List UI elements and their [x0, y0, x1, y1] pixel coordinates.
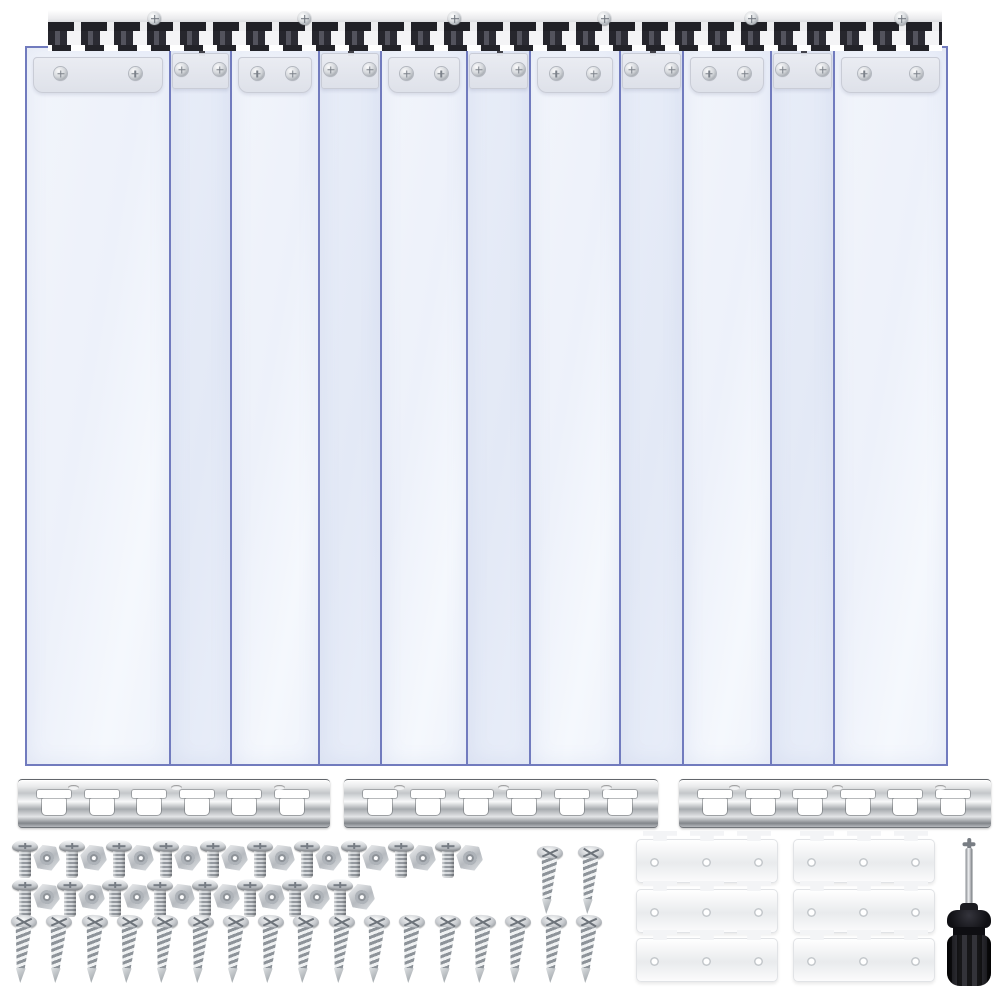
plate-hole [859, 858, 868, 867]
flat-head-bolt [282, 879, 308, 919]
screw-icon [550, 67, 563, 80]
screw-thread [506, 926, 527, 969]
flat-head-bolt [59, 840, 85, 880]
strip-mounting-plate [238, 57, 312, 93]
plate-tab [894, 881, 928, 891]
screw-thread [541, 926, 562, 969]
bolt-shank [199, 890, 211, 917]
flat-head-bolt [237, 879, 263, 919]
rail-hole [274, 785, 285, 790]
bolt-and-nut [327, 877, 375, 919]
screw-thread [12, 926, 33, 969]
plate-tab [643, 831, 677, 841]
self-drilling-screw [6, 914, 39, 986]
flat-head-bolt [147, 879, 173, 919]
flat-head-bolt [192, 879, 218, 919]
pvc-strip [466, 46, 531, 766]
plate-tab [690, 831, 724, 841]
screw-tip [50, 968, 61, 984]
bolt-and-nut [247, 838, 295, 880]
slotted-mounting-rail [679, 779, 991, 828]
rail-slot [512, 798, 536, 815]
screw-thread [435, 926, 456, 969]
mounting-plate [793, 889, 935, 933]
screw-head [469, 914, 496, 929]
mounting-plate [636, 889, 778, 933]
plate-tab [800, 881, 834, 891]
plate-tab [847, 881, 881, 891]
bolt-and-nut [12, 838, 60, 880]
self-drilling-screw [147, 914, 180, 986]
rail-slot [703, 798, 727, 815]
bolt-shank [301, 851, 313, 878]
plate-hole [702, 957, 711, 966]
self-drilling-screw [323, 914, 356, 986]
self-drilling-screw [535, 914, 568, 986]
bolt-and-nut [102, 877, 150, 919]
bolt-and-nut [282, 877, 330, 919]
rail-slot [608, 798, 632, 815]
screw-icon [435, 67, 448, 80]
screw-tip [191, 968, 202, 984]
self-drilling-screw [41, 914, 74, 986]
rail-slot [90, 798, 114, 815]
screw-icon [816, 63, 829, 76]
mounting-plate [793, 938, 935, 982]
strip-mounting-plate [388, 57, 460, 93]
rail-hole [68, 785, 79, 790]
self-drilling-screw [253, 914, 286, 986]
bolt-and-nut [192, 877, 240, 919]
screw-icon [776, 63, 789, 76]
self-drilling-screw [76, 914, 109, 986]
rail-hole [394, 785, 405, 790]
bolt-shank [254, 851, 266, 878]
screw-tip [544, 968, 555, 984]
screw-thread [400, 926, 421, 969]
strip-mounting-plate [537, 57, 613, 93]
rail-slot [232, 798, 256, 815]
flat-head-bolt [388, 840, 414, 880]
screw-icon [858, 67, 871, 80]
rail-slot [560, 798, 584, 815]
screw-head [578, 845, 605, 860]
bolt-and-nut [59, 838, 107, 880]
screw-tip [541, 899, 552, 915]
screw-head [505, 914, 532, 929]
top-mounting-rail [48, 10, 942, 51]
screw-icon [175, 63, 188, 76]
self-drilling-screw [429, 914, 462, 986]
strip-mounting-plate [773, 53, 832, 89]
plate-hole [650, 957, 659, 966]
self-drilling-screw [111, 914, 144, 986]
plate-tab [847, 831, 881, 841]
screw-thread [82, 926, 103, 969]
screw-head [364, 914, 391, 929]
plate-tab [847, 930, 881, 940]
slotted-mounting-rail [18, 779, 330, 828]
pvc-strip [25, 46, 171, 766]
screw-thread [579, 857, 600, 900]
screw-head [328, 914, 355, 929]
bolt-and-nut [153, 838, 201, 880]
pvc-strip [529, 46, 621, 766]
screw-icon [625, 63, 638, 76]
plate-tab [690, 930, 724, 940]
rail-hole [935, 785, 946, 790]
rail-hole [832, 785, 843, 790]
self-drilling-screw [182, 914, 215, 986]
bolt-shank [66, 851, 78, 878]
screw-icon [213, 63, 226, 76]
screw-icon [895, 12, 908, 25]
flat-head-bolt [57, 879, 83, 919]
screw-thread [188, 926, 209, 969]
self-drilling-screw [359, 914, 392, 986]
pvc-strip [833, 46, 948, 766]
flat-head-bolt [12, 840, 38, 880]
flat-head-bolt [12, 879, 38, 919]
flat-head-bolt [247, 840, 273, 880]
screw-head [540, 914, 567, 929]
screw-head [46, 914, 73, 929]
bolt-shank [348, 851, 360, 878]
screw-thread [365, 926, 386, 969]
bolt-shank [113, 851, 125, 878]
plate-tab [643, 881, 677, 891]
rail-slot [416, 798, 440, 815]
bolt-and-nut [57, 877, 105, 919]
strip-mounting-plate [172, 53, 229, 89]
screw-head [293, 914, 320, 929]
screw-thread [471, 926, 492, 969]
bolt-and-nut [237, 877, 285, 919]
plate-hole [859, 908, 868, 917]
screw-tip [297, 968, 308, 984]
pvc-strip [230, 46, 320, 766]
screw-icon [745, 12, 758, 25]
plate-hole [702, 908, 711, 917]
screw-tip [403, 968, 414, 984]
rail-hole [498, 785, 509, 790]
screw-thread [329, 926, 350, 969]
plate-hole [911, 908, 920, 917]
bolt-shank [19, 890, 31, 917]
pvc-strip [682, 46, 772, 766]
screwdriver-handle [947, 935, 991, 986]
screw-head [434, 914, 461, 929]
rail-slot [941, 798, 965, 815]
plate-tab [737, 881, 771, 891]
bolt-shank [160, 851, 172, 878]
screw-thread [47, 926, 68, 969]
rail-slot [846, 798, 870, 815]
rail-slot [893, 798, 917, 815]
plate-tab [894, 930, 928, 940]
strip-mounting-plate [33, 57, 163, 93]
bolt-and-nut [435, 838, 483, 880]
rail-slot [798, 798, 822, 815]
screwdriver-handle-cap [947, 910, 991, 928]
screw-tip [227, 968, 238, 984]
screwdriver-shaft [966, 848, 973, 905]
screw-tip [582, 899, 593, 915]
screw-head [222, 914, 249, 929]
plate-hole [702, 858, 711, 867]
bolt-shank [334, 890, 346, 917]
plate-hole [859, 957, 868, 966]
rail-slot [42, 798, 66, 815]
screw-tip [474, 968, 485, 984]
screw-icon [148, 12, 161, 25]
flat-head-bolt [102, 879, 128, 919]
slotted-mounting-rail [344, 779, 658, 828]
bolt-shank [154, 890, 166, 917]
bolt-shank [207, 851, 219, 878]
pvc-strip [770, 46, 835, 766]
pvc-strip [619, 46, 684, 766]
bolt-and-nut [388, 838, 436, 880]
rail-slot [751, 798, 775, 815]
screw-head [116, 914, 143, 929]
screw-head [11, 914, 38, 929]
self-drilling-screw [573, 845, 606, 917]
screw-tip [332, 968, 343, 984]
rail-hole [171, 785, 182, 790]
screw-tip [85, 968, 96, 984]
screw-tip [156, 968, 167, 984]
plate-hole [754, 858, 763, 867]
screw-head [258, 914, 285, 929]
screw-icon [665, 63, 678, 76]
screw-tip [262, 968, 273, 984]
strip-mounting-plate [622, 53, 681, 89]
bolt-shank [19, 851, 31, 878]
screw-icon [512, 63, 525, 76]
screw-thread [576, 926, 597, 969]
rail-slot [137, 798, 161, 815]
flat-head-bolt [327, 879, 353, 919]
screw-icon [703, 67, 716, 80]
screw-head [575, 914, 602, 929]
rail-slot [280, 798, 304, 815]
screw-icon [363, 63, 376, 76]
strip-curtain [25, 46, 972, 766]
screw-head [399, 914, 426, 929]
bolt-and-nut [294, 838, 342, 880]
screw-thread [118, 926, 139, 969]
bolt-and-nut [341, 838, 389, 880]
screw-thread [538, 857, 559, 900]
screw-icon [910, 67, 923, 80]
screw-head [81, 914, 108, 929]
rail-hole [729, 785, 740, 790]
screw-thread [259, 926, 280, 969]
screw-head [152, 914, 179, 929]
rail-slot [464, 798, 488, 815]
screwdriver [942, 838, 996, 988]
self-drilling-screw [532, 845, 565, 917]
screw-head [537, 845, 564, 860]
screw-thread [223, 926, 244, 969]
flat-head-bolt [106, 840, 132, 880]
screw-icon [598, 12, 611, 25]
screw-icon [738, 67, 751, 80]
rail-bracket-strip [48, 22, 942, 51]
bolt-and-nut [147, 877, 195, 919]
plate-tab [737, 930, 771, 940]
screw-icon [54, 67, 67, 80]
screw-thread [153, 926, 174, 969]
screw-icon [129, 67, 142, 80]
bolt-shank [395, 851, 407, 878]
self-drilling-screw [288, 914, 321, 986]
screw-icon [448, 12, 461, 25]
plate-tab [690, 881, 724, 891]
screw-icon [400, 67, 413, 80]
plate-tab [737, 831, 771, 841]
strip-mounting-plate [841, 57, 940, 93]
self-drilling-screw [570, 914, 603, 986]
screw-tip [580, 968, 591, 984]
screw-icon [298, 12, 311, 25]
flat-head-bolt [153, 840, 179, 880]
self-drilling-screw [500, 914, 533, 986]
self-drilling-screw [464, 914, 497, 986]
self-drilling-screw [394, 914, 427, 986]
flat-head-bolt [294, 840, 320, 880]
bolt-shank [244, 890, 256, 917]
plate-hole [807, 957, 816, 966]
strip-mounting-plate [469, 53, 528, 89]
screw-icon [324, 63, 337, 76]
mounting-plate [636, 938, 778, 982]
flat-head-bolt [435, 840, 461, 880]
plate-tab [894, 831, 928, 841]
strip-mounting-plate [690, 57, 764, 93]
plate-tab [800, 831, 834, 841]
bolt-and-nut [12, 877, 60, 919]
strip-mounting-plate [321, 53, 379, 89]
pvc-strip [380, 46, 468, 766]
screw-icon [286, 67, 299, 80]
plate-hole [754, 908, 763, 917]
plate-hole [911, 957, 920, 966]
pvc-strip [318, 46, 382, 766]
self-drilling-screw [217, 914, 250, 986]
plate-tab [643, 930, 677, 940]
mounting-plate [636, 839, 778, 883]
rail-slot [185, 798, 209, 815]
mounting-plate [793, 839, 935, 883]
screw-tip [121, 968, 132, 984]
plate-hole [754, 957, 763, 966]
screw-icon [587, 67, 600, 80]
plate-tab [800, 930, 834, 940]
screw-tip [368, 968, 379, 984]
plate-hole [650, 858, 659, 867]
screw-icon [251, 67, 264, 80]
screw-tip [438, 968, 449, 984]
flat-head-bolt [200, 840, 226, 880]
bolt-shank [442, 851, 454, 878]
flat-head-bolt [341, 840, 367, 880]
screw-head [187, 914, 214, 929]
screw-icon [472, 63, 485, 76]
plate-hole [911, 858, 920, 867]
rail-slot [368, 798, 392, 815]
bolt-shank [64, 890, 76, 917]
pvc-strip [169, 46, 232, 766]
bolt-and-nut [106, 838, 154, 880]
plate-hole [650, 908, 659, 917]
plate-hole [807, 858, 816, 867]
bolt-shank [289, 890, 301, 917]
screw-tip [509, 968, 520, 984]
bolt-shank [109, 890, 121, 917]
screw-thread [294, 926, 315, 969]
bolt-and-nut [200, 838, 248, 880]
screw-tip [15, 968, 26, 984]
plate-hole [807, 908, 816, 917]
